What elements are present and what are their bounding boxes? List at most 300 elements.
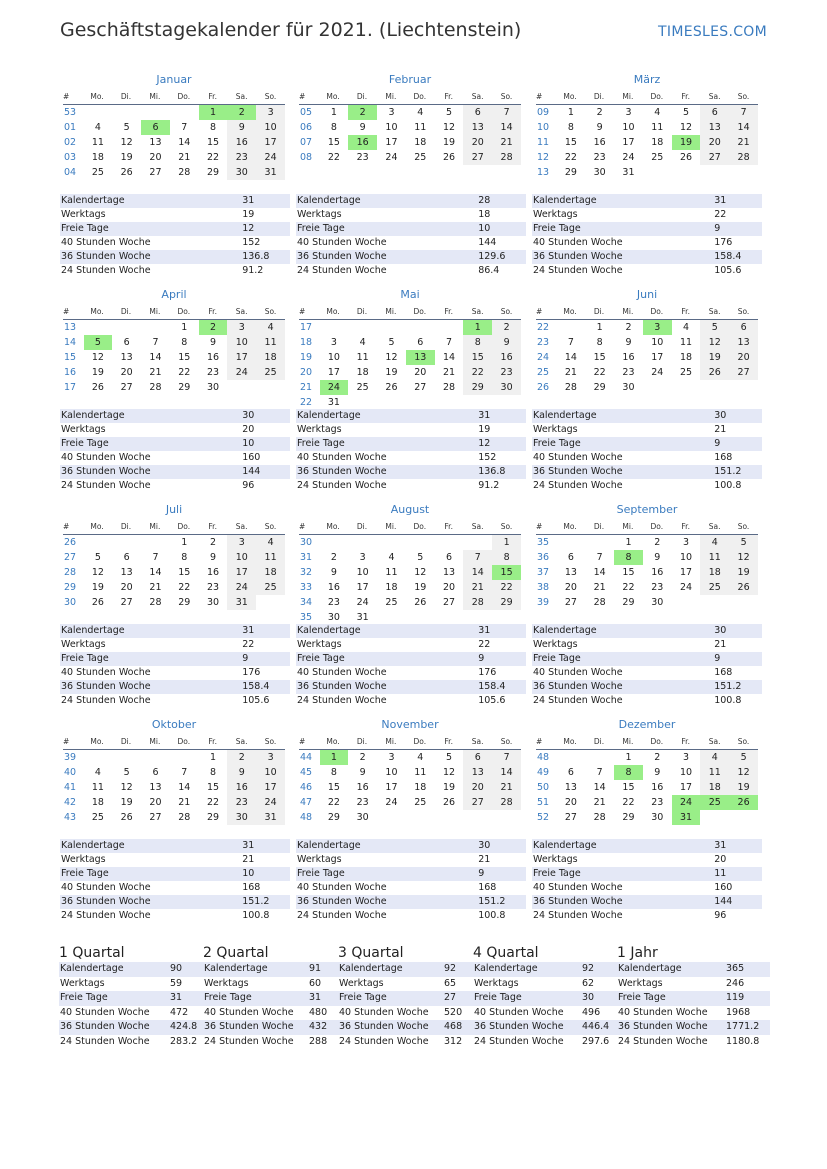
- day-cell[interactable]: 13: [442, 567, 456, 578]
- day-cell[interactable]: 17: [651, 352, 664, 363]
- day-cell[interactable]: 28: [593, 597, 606, 608]
- day-cell[interactable]: 23: [206, 582, 220, 593]
- day-cell[interactable]: 20: [463, 780, 492, 795]
- day-cell[interactable]: 1: [199, 105, 228, 120]
- day-cell[interactable]: 17: [622, 137, 635, 148]
- day-cell[interactable]: 14: [729, 120, 758, 135]
- day-cell[interactable]: 5: [446, 752, 453, 763]
- day-cell[interactable]: 12: [700, 335, 729, 350]
- day-cell[interactable]: 3: [388, 752, 395, 763]
- day-cell[interactable]: 21: [593, 582, 606, 593]
- day-cell[interactable]: 30: [327, 612, 340, 623]
- day-cell[interactable]: 22: [564, 152, 577, 163]
- day-cell[interactable]: 14: [178, 782, 191, 793]
- day-cell[interactable]: 31: [672, 810, 701, 825]
- day-cell[interactable]: 11: [91, 782, 104, 793]
- day-cell[interactable]: 18: [256, 350, 285, 365]
- day-cell[interactable]: 1: [492, 535, 521, 550]
- day-cell[interactable]: 28: [492, 150, 521, 165]
- day-cell[interactable]: 20: [149, 152, 162, 163]
- day-cell[interactable]: 2: [210, 537, 217, 548]
- day-cell[interactable]: 8: [181, 337, 188, 348]
- day-cell[interactable]: 11: [679, 337, 693, 348]
- day-cell[interactable]: 14: [149, 352, 162, 363]
- day-cell[interactable]: 24: [385, 797, 398, 808]
- day-cell[interactable]: 15: [178, 352, 191, 363]
- day-cell[interactable]: 2: [625, 322, 632, 333]
- day-cell[interactable]: 26: [442, 797, 456, 808]
- day-cell[interactable]: 22: [622, 582, 635, 593]
- day-cell[interactable]: 15: [206, 137, 220, 148]
- day-cell[interactable]: 25: [700, 795, 729, 810]
- day-cell[interactable]: 12: [414, 567, 427, 578]
- day-cell[interactable]: 14: [463, 565, 492, 580]
- day-cell[interactable]: 11: [256, 335, 285, 350]
- day-cell[interactable]: 9: [227, 120, 256, 135]
- day-cell[interactable]: 24: [320, 380, 349, 395]
- day-cell[interactable]: 1: [181, 322, 188, 333]
- day-cell[interactable]: 21: [178, 152, 191, 163]
- day-cell[interactable]: 19: [729, 780, 758, 795]
- day-cell[interactable]: 7: [181, 122, 188, 133]
- day-cell[interactable]: 19: [91, 582, 104, 593]
- day-cell[interactable]: 1: [330, 107, 337, 118]
- day-cell[interactable]: 5: [700, 320, 729, 335]
- day-cell[interactable]: 6: [417, 337, 424, 348]
- day-cell[interactable]: 20: [564, 582, 577, 593]
- day-cell[interactable]: 11: [414, 122, 427, 133]
- day-cell[interactable]: 3: [227, 535, 256, 550]
- day-cell[interactable]: 2: [348, 105, 377, 120]
- day-cell[interactable]: 15: [492, 565, 521, 580]
- day-cell[interactable]: 8: [330, 122, 337, 133]
- day-cell[interactable]: 21: [564, 367, 577, 378]
- day-cell[interactable]: 12: [679, 122, 693, 133]
- day-cell[interactable]: 23: [593, 152, 606, 163]
- day-cell[interactable]: 29: [463, 380, 492, 395]
- day-cell[interactable]: 17: [256, 135, 285, 150]
- day-cell[interactable]: 25: [700, 580, 729, 595]
- day-cell[interactable]: 15: [622, 567, 635, 578]
- day-cell[interactable]: 23: [651, 582, 664, 593]
- day-cell[interactable]: 13: [406, 350, 435, 365]
- day-cell[interactable]: 31: [256, 810, 285, 825]
- day-cell[interactable]: 19: [120, 797, 133, 808]
- day-cell[interactable]: 17: [256, 780, 285, 795]
- day-cell[interactable]: 3: [683, 752, 690, 763]
- day-cell[interactable]: 24: [256, 795, 285, 810]
- day-cell[interactable]: 27: [564, 812, 577, 823]
- day-cell[interactable]: 26: [729, 795, 758, 810]
- day-cell[interactable]: 1: [596, 322, 603, 333]
- day-cell[interactable]: 1: [210, 752, 217, 763]
- day-cell[interactable]: 9: [654, 552, 661, 563]
- day-cell[interactable]: 21: [149, 367, 162, 378]
- day-cell[interactable]: 4: [683, 322, 690, 333]
- day-cell[interactable]: 10: [679, 552, 693, 563]
- day-cell[interactable]: 20: [564, 797, 577, 808]
- day-cell[interactable]: 19: [442, 782, 456, 793]
- day-cell[interactable]: 21: [463, 580, 492, 595]
- day-cell[interactable]: 8: [330, 767, 337, 778]
- day-cell[interactable]: 14: [564, 352, 577, 363]
- day-cell[interactable]: 14: [593, 567, 606, 578]
- day-cell[interactable]: 4: [700, 535, 729, 550]
- day-cell[interactable]: 2: [330, 552, 337, 563]
- day-cell[interactable]: 15: [327, 137, 340, 148]
- day-cell[interactable]: 7: [492, 105, 521, 120]
- day-cell[interactable]: 23: [327, 597, 340, 608]
- day-cell[interactable]: 23: [227, 795, 256, 810]
- day-cell[interactable]: 28: [463, 595, 492, 610]
- day-cell[interactable]: 18: [414, 782, 427, 793]
- day-cell[interactable]: 6: [700, 105, 729, 120]
- day-cell[interactable]: 23: [651, 797, 664, 808]
- day-cell[interactable]: 16: [622, 352, 635, 363]
- day-cell[interactable]: 30: [206, 597, 220, 608]
- day-cell[interactable]: 16: [356, 782, 369, 793]
- day-cell[interactable]: 3: [388, 107, 395, 118]
- day-cell[interactable]: 22: [178, 582, 191, 593]
- day-cell[interactable]: 5: [446, 107, 453, 118]
- day-cell[interactable]: 30: [206, 382, 220, 393]
- day-cell[interactable]: 19: [120, 152, 133, 163]
- day-cell[interactable]: 25: [651, 152, 664, 163]
- day-cell[interactable]: 13: [120, 567, 133, 578]
- day-cell[interactable]: 13: [149, 137, 162, 148]
- day-cell[interactable]: 3: [683, 537, 690, 548]
- day-cell[interactable]: 26: [385, 382, 398, 393]
- day-cell[interactable]: 15: [622, 782, 635, 793]
- day-cell[interactable]: 15: [564, 137, 577, 148]
- day-cell[interactable]: 24: [256, 150, 285, 165]
- day-cell[interactable]: 13: [564, 567, 577, 578]
- day-cell[interactable]: 10: [385, 122, 398, 133]
- day-cell[interactable]: 17: [679, 567, 693, 578]
- day-cell[interactable]: 2: [227, 105, 256, 120]
- day-cell[interactable]: 24: [679, 582, 693, 593]
- day-cell[interactable]: 24: [622, 152, 635, 163]
- day-cell[interactable]: 23: [492, 365, 521, 380]
- day-cell[interactable]: 18: [91, 152, 104, 163]
- day-cell[interactable]: 11: [651, 122, 664, 133]
- day-cell[interactable]: 22: [463, 365, 492, 380]
- day-cell[interactable]: 7: [567, 337, 574, 348]
- day-cell[interactable]: 20: [120, 367, 133, 378]
- day-cell[interactable]: 30: [227, 810, 256, 825]
- day-cell[interactable]: 8: [614, 765, 643, 780]
- day-cell[interactable]: 14: [593, 782, 606, 793]
- day-cell[interactable]: 14: [492, 765, 521, 780]
- day-cell[interactable]: 10: [327, 352, 340, 363]
- day-cell[interactable]: 12: [442, 122, 456, 133]
- day-cell[interactable]: 31: [622, 167, 635, 178]
- day-cell[interactable]: 2: [654, 537, 661, 548]
- day-cell[interactable]: 26: [414, 597, 427, 608]
- day-cell[interactable]: 10: [256, 120, 285, 135]
- day-cell[interactable]: 7: [492, 750, 521, 765]
- day-cell[interactable]: 8: [210, 767, 217, 778]
- day-cell[interactable]: 16: [348, 135, 377, 150]
- day-cell[interactable]: 17: [356, 582, 369, 593]
- day-cell[interactable]: 24: [385, 152, 398, 163]
- day-cell[interactable]: 12: [729, 765, 758, 780]
- day-cell[interactable]: 2: [359, 752, 366, 763]
- day-cell[interactable]: 27: [120, 597, 133, 608]
- day-cell[interactable]: 7: [729, 105, 758, 120]
- day-cell[interactable]: 28: [178, 812, 191, 823]
- day-cell[interactable]: 21: [492, 780, 521, 795]
- day-cell[interactable]: 2: [199, 320, 228, 335]
- day-cell[interactable]: 29: [178, 382, 191, 393]
- day-cell[interactable]: 15: [463, 350, 492, 365]
- day-cell[interactable]: 18: [651, 137, 664, 148]
- day-cell[interactable]: 21: [492, 135, 521, 150]
- day-cell[interactable]: 18: [256, 565, 285, 580]
- day-cell[interactable]: 15: [327, 782, 340, 793]
- day-cell[interactable]: 13: [564, 782, 577, 793]
- day-cell[interactable]: 5: [123, 767, 130, 778]
- day-cell[interactable]: 6: [729, 320, 758, 335]
- day-cell[interactable]: 3: [330, 337, 337, 348]
- day-cell[interactable]: 10: [679, 767, 693, 778]
- day-cell[interactable]: 17: [679, 782, 693, 793]
- day-cell[interactable]: 30: [651, 597, 664, 608]
- day-cell[interactable]: 31: [356, 612, 369, 623]
- day-cell[interactable]: 5: [123, 122, 130, 133]
- day-cell[interactable]: 16: [227, 780, 256, 795]
- day-cell[interactable]: 22: [622, 797, 635, 808]
- day-cell[interactable]: 20: [120, 582, 133, 593]
- day-cell[interactable]: 23: [622, 367, 635, 378]
- day-cell[interactable]: 26: [120, 167, 133, 178]
- day-cell[interactable]: 3: [625, 107, 632, 118]
- day-cell[interactable]: 28: [149, 597, 162, 608]
- day-cell[interactable]: 7: [596, 552, 603, 563]
- day-cell[interactable]: 3: [256, 105, 285, 120]
- day-cell[interactable]: 31: [227, 595, 256, 610]
- day-cell[interactable]: 27: [442, 597, 456, 608]
- day-cell[interactable]: 2: [227, 750, 256, 765]
- day-cell[interactable]: 16: [593, 137, 606, 148]
- day-cell[interactable]: 12: [91, 567, 104, 578]
- day-cell[interactable]: 30: [356, 812, 369, 823]
- day-cell[interactable]: 18: [679, 352, 693, 363]
- day-cell[interactable]: 8: [596, 337, 603, 348]
- day-cell[interactable]: 6: [123, 552, 130, 563]
- day-cell[interactable]: 9: [210, 552, 217, 563]
- day-cell[interactable]: 28: [564, 382, 577, 393]
- day-cell[interactable]: 5: [729, 535, 758, 550]
- day-cell[interactable]: 13: [120, 352, 133, 363]
- day-cell[interactable]: 17: [385, 782, 398, 793]
- day-cell[interactable]: 24: [227, 365, 256, 380]
- day-cell[interactable]: 6: [141, 120, 170, 135]
- day-cell[interactable]: 7: [596, 767, 603, 778]
- day-cell[interactable]: 13: [463, 765, 492, 780]
- day-cell[interactable]: 7: [446, 337, 453, 348]
- day-cell[interactable]: 15: [178, 567, 191, 578]
- day-cell[interactable]: 8: [181, 552, 188, 563]
- day-cell[interactable]: 24: [672, 795, 701, 810]
- day-cell[interactable]: 26: [442, 152, 456, 163]
- day-cell[interactable]: 17: [227, 350, 256, 365]
- day-cell[interactable]: 4: [94, 122, 101, 133]
- day-cell[interactable]: 3: [227, 320, 256, 335]
- day-cell[interactable]: 5: [683, 107, 690, 118]
- day-cell[interactable]: 29: [327, 812, 340, 823]
- day-cell[interactable]: 29: [593, 382, 606, 393]
- day-cell[interactable]: 25: [385, 597, 398, 608]
- day-cell[interactable]: 27: [463, 150, 492, 165]
- day-cell[interactable]: 4: [417, 107, 424, 118]
- day-cell[interactable]: 31: [256, 165, 285, 180]
- day-cell[interactable]: 7: [181, 767, 188, 778]
- day-cell[interactable]: 25: [256, 365, 285, 380]
- day-cell[interactable]: 1: [320, 750, 349, 765]
- day-cell[interactable]: 25: [256, 580, 285, 595]
- day-cell[interactable]: 26: [91, 597, 104, 608]
- day-cell[interactable]: 27: [149, 812, 162, 823]
- day-cell[interactable]: 10: [385, 767, 398, 778]
- day-cell[interactable]: 19: [385, 367, 398, 378]
- day-cell[interactable]: 24: [356, 597, 369, 608]
- day-cell[interactable]: 11: [356, 352, 369, 363]
- day-cell[interactable]: 18: [91, 797, 104, 808]
- day-cell[interactable]: 1: [181, 537, 188, 548]
- day-cell[interactable]: 6: [463, 105, 492, 120]
- day-cell[interactable]: 8: [210, 122, 217, 133]
- day-cell[interactable]: 16: [327, 582, 340, 593]
- day-cell[interactable]: 30: [492, 380, 521, 395]
- day-cell[interactable]: 22: [327, 797, 340, 808]
- day-cell[interactable]: 12: [729, 550, 758, 565]
- day-cell[interactable]: 25: [679, 367, 693, 378]
- day-cell[interactable]: 4: [256, 535, 285, 550]
- day-cell[interactable]: 11: [385, 567, 398, 578]
- day-cell[interactable]: 1: [625, 752, 632, 763]
- day-cell[interactable]: 26: [679, 152, 693, 163]
- day-cell[interactable]: 6: [567, 767, 574, 778]
- day-cell[interactable]: 18: [356, 367, 369, 378]
- day-cell[interactable]: 3: [256, 750, 285, 765]
- day-cell[interactable]: 10: [256, 765, 285, 780]
- day-cell[interactable]: 9: [359, 122, 366, 133]
- day-cell[interactable]: 14: [178, 137, 191, 148]
- day-cell[interactable]: 6: [463, 750, 492, 765]
- day-cell[interactable]: 27: [120, 382, 133, 393]
- day-cell[interactable]: 21: [149, 582, 162, 593]
- day-cell[interactable]: 2: [654, 752, 661, 763]
- day-cell[interactable]: 8: [567, 122, 574, 133]
- day-cell[interactable]: 22: [206, 152, 220, 163]
- day-cell[interactable]: 16: [651, 567, 664, 578]
- day-cell[interactable]: 29: [564, 167, 577, 178]
- day-cell[interactable]: 27: [414, 382, 427, 393]
- day-cell[interactable]: 14: [149, 567, 162, 578]
- day-cell[interactable]: 7: [152, 337, 159, 348]
- day-cell[interactable]: 23: [356, 797, 369, 808]
- day-cell[interactable]: 5: [84, 335, 113, 350]
- day-cell[interactable]: 15: [206, 782, 220, 793]
- day-cell[interactable]: 13: [729, 335, 758, 350]
- day-cell[interactable]: 10: [622, 122, 635, 133]
- day-cell[interactable]: 11: [414, 767, 427, 778]
- day-cell[interactable]: 21: [593, 797, 606, 808]
- day-cell[interactable]: 2: [492, 320, 521, 335]
- day-cell[interactable]: 4: [388, 552, 395, 563]
- day-cell[interactable]: 17: [227, 565, 256, 580]
- day-cell[interactable]: 8: [614, 550, 643, 565]
- day-cell[interactable]: 3: [359, 552, 366, 563]
- day-cell[interactable]: 4: [700, 750, 729, 765]
- day-cell[interactable]: 15: [593, 352, 606, 363]
- day-cell[interactable]: 3: [643, 320, 672, 335]
- day-cell[interactable]: 27: [463, 795, 492, 810]
- day-cell[interactable]: 28: [178, 167, 191, 178]
- day-cell[interactable]: 23: [356, 152, 369, 163]
- day-cell[interactable]: 29: [622, 597, 635, 608]
- day-cell[interactable]: 18: [414, 137, 427, 148]
- day-cell[interactable]: 13: [149, 782, 162, 793]
- day-cell[interactable]: 12: [120, 137, 133, 148]
- day-cell[interactable]: 19: [729, 565, 758, 580]
- day-cell[interactable]: 23: [227, 150, 256, 165]
- day-cell[interactable]: 9: [654, 767, 661, 778]
- day-cell[interactable]: 10: [227, 550, 256, 565]
- day-cell[interactable]: 24: [651, 367, 664, 378]
- day-cell[interactable]: 5: [94, 552, 101, 563]
- day-cell[interactable]: 12: [385, 352, 398, 363]
- day-cell[interactable]: 11: [700, 550, 729, 565]
- day-cell[interactable]: 6: [446, 552, 453, 563]
- day-cell[interactable]: 1: [463, 320, 492, 335]
- day-cell[interactable]: 8: [492, 550, 521, 565]
- day-cell[interactable]: 27: [700, 150, 729, 165]
- day-cell[interactable]: 6: [123, 337, 130, 348]
- day-cell[interactable]: 13: [700, 120, 729, 135]
- day-cell[interactable]: 19: [91, 367, 104, 378]
- day-cell[interactable]: 22: [178, 367, 191, 378]
- day-cell[interactable]: 5: [417, 552, 424, 563]
- day-cell[interactable]: 4: [359, 337, 366, 348]
- day-cell[interactable]: 27: [729, 365, 758, 380]
- day-cell[interactable]: 20: [729, 350, 758, 365]
- day-cell[interactable]: 9: [330, 567, 337, 578]
- day-cell[interactable]: 4: [256, 320, 285, 335]
- day-cell[interactable]: 29: [178, 597, 191, 608]
- day-cell[interactable]: 30: [227, 165, 256, 180]
- day-cell[interactable]: 4: [654, 107, 661, 118]
- day-cell[interactable]: 6: [152, 767, 159, 778]
- day-cell[interactable]: 31: [327, 397, 340, 408]
- day-cell[interactable]: 14: [492, 120, 521, 135]
- day-cell[interactable]: 19: [442, 137, 456, 148]
- day-cell[interactable]: 29: [622, 812, 635, 823]
- day-cell[interactable]: 16: [206, 567, 220, 578]
- day-cell[interactable]: 9: [227, 765, 256, 780]
- day-cell[interactable]: 18: [700, 780, 729, 795]
- day-cell[interactable]: 6: [567, 552, 574, 563]
- day-cell[interactable]: 13: [463, 120, 492, 135]
- day-cell[interactable]: 20: [700, 135, 729, 150]
- day-cell[interactable]: 8: [463, 335, 492, 350]
- day-cell[interactable]: 27: [564, 597, 577, 608]
- day-cell[interactable]: 11: [256, 550, 285, 565]
- day-cell[interactable]: 21: [178, 797, 191, 808]
- day-cell[interactable]: 18: [385, 582, 398, 593]
- day-cell[interactable]: 27: [149, 167, 162, 178]
